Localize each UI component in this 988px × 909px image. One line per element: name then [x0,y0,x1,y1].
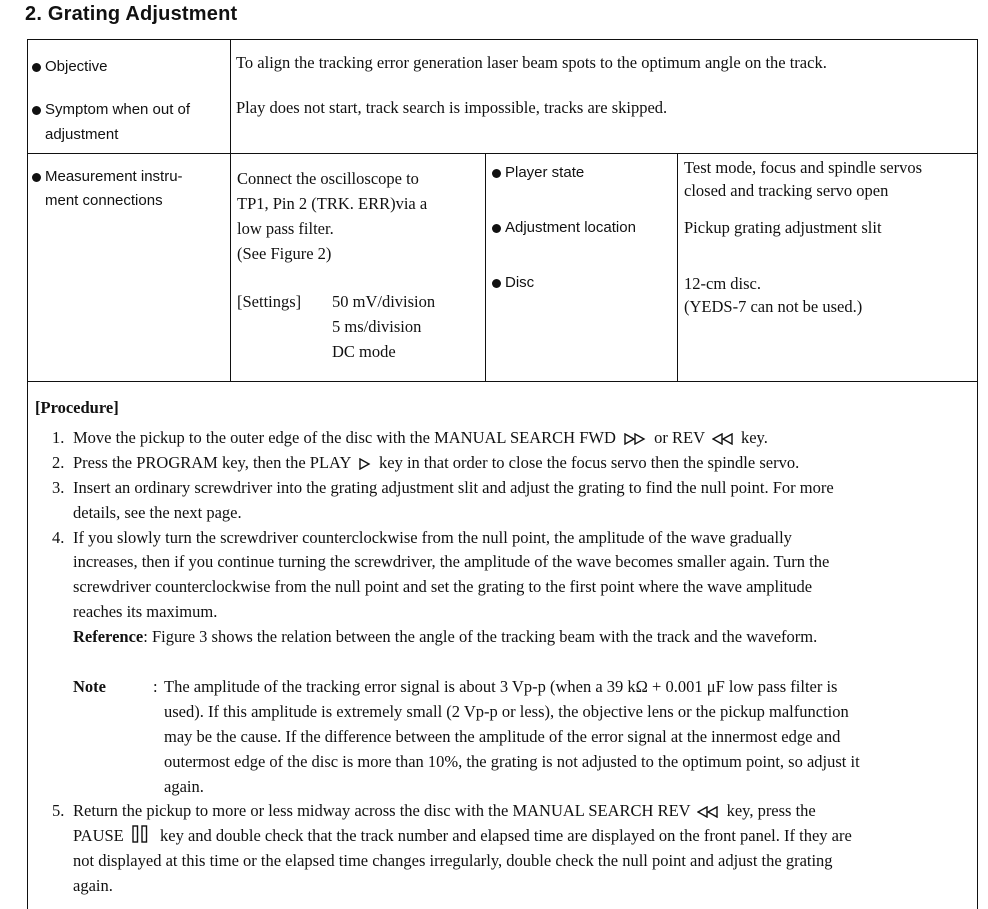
step-2-text: key in that order to close the focus servo then the spindle servo. [379,453,800,472]
reference-text: : Figure 3 shows the relation between the angle of the tracking beam with the track and the waveform. [143,627,818,646]
bullet-icon [32,173,41,182]
table-divider [230,39,231,381]
table-divider [27,381,978,382]
adjustment-location-value: Pickup grating adjustment slit [684,218,882,237]
settings-label: [Settings] [237,292,302,311]
step-5-text: PAUSE [73,826,124,845]
settings-value: 5 ms/division [332,317,422,336]
measurement-line: (See Figure 2) [237,244,332,263]
step-4-line: screwdriver counterclockwise from the null point and set the grating to the first point where the wave amplitude [73,577,813,596]
note-label: Note [73,677,106,696]
page-title: 2. Grating Adjustment [25,3,238,25]
step-4-line: increases, then if you continue turning the screwdriver, the amplitude of the wave becomes smaller again. Turn the [73,552,830,571]
step-5-line: not displayed at this time or the elapsed time changes irregularly, double check the null point and adjust the grating [73,851,833,870]
note-line: used). If this amplitude is extremely small (2 Vp-p or less), the objective lens or the pickup malfunction [164,702,849,721]
step-5-text: key, press the [726,801,816,820]
step-number: 5. [52,801,65,820]
note-line: again. [164,777,204,796]
note-line: The amplitude of the tracking error signal is about 3 Vp-p (when a 39 kΩ + 0.001 μF low pass filter is [164,677,838,696]
reference-line [73,624,817,649]
note-colon: : [153,677,158,696]
rewind-icon [697,800,719,825]
measurement-label: Measurement instru- [45,168,183,185]
step-3-line: details, see the next page. [73,503,242,522]
step-4-line: reaches its maximum. [73,602,218,621]
bullet-icon [32,63,41,72]
disc-label: Disc [505,274,535,291]
table-divider [677,153,678,381]
player-state-label: Player state [505,164,585,181]
player-state-value: Test mode, focus and spindle servos [684,158,923,177]
settings-value: 50 mV/division [332,292,436,311]
step-1-text: key. [740,428,768,447]
procedure-heading: [Procedure] [35,398,119,417]
symptom-label: Symptom when out of [45,101,191,118]
step-5-line [73,823,852,850]
step-2-text: Press the PROGRAM key, then the PLAY [73,453,351,472]
objective-value: To align the tracking error generation laser beam spots to the optimum angle on the track. [236,53,827,72]
measurement-line: Connect the oscilloscope to [237,169,419,188]
bullet-icon [492,169,501,178]
objective-label: Objective [45,58,108,75]
symptom-value: Play does not start, track search is impossible, tracks are skipped. [236,98,668,117]
settings-value: DC mode [332,342,396,361]
bullet-icon [492,224,501,233]
measurement-line: low pass filter. [237,219,334,238]
bullet-icon [492,279,501,288]
symptom-label: adjustment [45,126,119,143]
step-5-text: key and double check that the track number and elapsed time are displayed on the front panel. If they are [160,826,852,845]
step-number: 3. [52,478,65,497]
table-divider [485,153,486,381]
measurement-line: TP1, Pin 2 (TRK. ERR)via a [237,194,428,213]
rewind-icon [712,427,734,452]
step-5-text: Return the pickup to more or less midway across the disc with the MANUAL SEARCH REV [73,801,691,820]
step-4-line: If you slowly turn the screwdriver counterclockwise from the null point, the amplitude of the wave gradually [73,528,792,547]
step-5-line: again. [73,876,113,895]
player-state-value: closed and tracking servo open [684,181,889,200]
step-number: 4. [52,528,65,547]
disc-value: (YEDS-7 can not be used.) [684,297,863,316]
table-divider [27,153,978,154]
note-line: outermost edge of the disc is more than 10%, the grating is not adjusted to the optimum point, so adjust it [164,752,860,771]
reference-label: Reference [73,627,144,646]
step-1-text: Move the pickup to the outer edge of the disc with the MANUAL SEARCH FWD [73,428,616,447]
adjustment-location-label: Adjustment location [505,219,636,236]
bullet-icon [32,106,41,115]
step-number: 1. [52,428,65,447]
step-5-line [73,798,816,825]
measurement-label: ment connections [45,192,163,209]
step-number: 2. [52,453,65,472]
note-line: may be the cause. If the difference between the amplitude of the error signal at the innermost edge and [164,727,841,746]
step-1 [73,425,768,452]
disc-value: 12-cm disc. [684,274,761,293]
fast-forward-icon [624,427,646,452]
play-icon [359,452,371,477]
pause-icon [132,825,148,850]
step-1-text: or REV [654,428,705,447]
step-2 [73,450,799,477]
step-3-line: Insert an ordinary screwdriver into the grating adjustment slit and adjust the grating to find the null point. For more [73,478,834,497]
